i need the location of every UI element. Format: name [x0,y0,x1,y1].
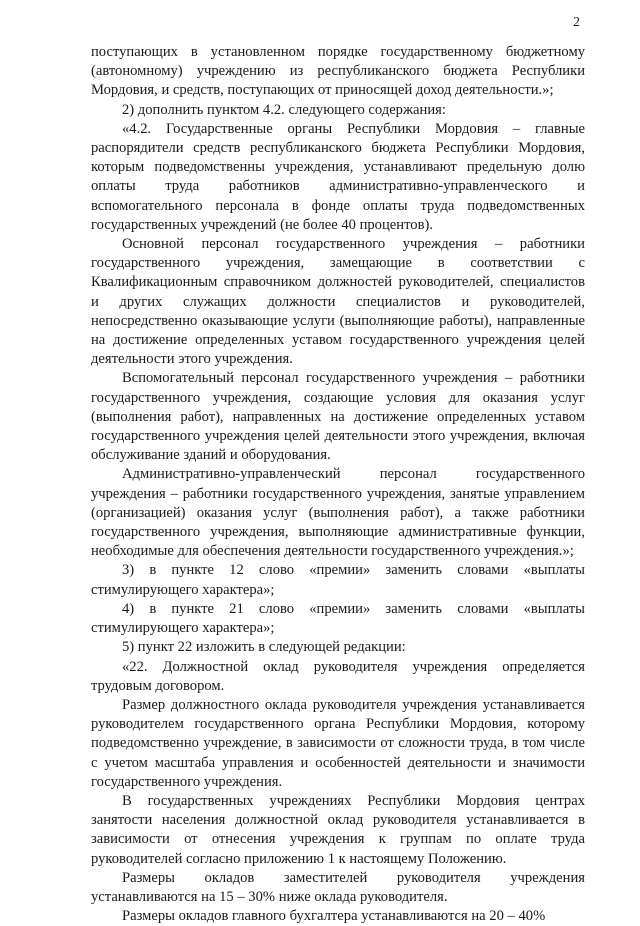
paragraph-item-4: 4) в пункте 21 слово «премии» заменить словами «выплаты стимулирующего характера»; [91,600,585,637]
paragraph-clause-22: «22. Должностной оклад руководителя учреждения определяется трудовым договором. [91,658,585,694]
paragraph-clause-4-2: «4.2. Государственные органы Республики Мордовия – главные распорядители средств республиканского бюджета Республики Мордовия, которым подведомственны учреждения, устанавливают предельную долю оплаты труда работников административно-управленческого и вспомогательного персонала в фонде оплаты труда подведомственных государственных учреждений (не более 40 процентов). [91,120,585,233]
paragraph-item-5: 5) пункт 22 изложить в следующей редакции: [122,639,406,656]
paragraph-item-2: 2) дополнить пунктом 4.2. следующего содержания: [122,101,446,118]
paragraph-continuation: поступающих в установленном порядке государственному бюджетному (автономному) учреждению из республиканского бюджета Республики Мордовия, и средств, поступающих от приносящей доход деятельности.»; [91,44,585,99]
paragraph-support-staff: Вспомогательный персонал государственного учреждения – работники государственного учреждения, создающие условия для оказания услуг (выполнения работ), направленных на достижение определенных уставом государственного учреждения целей деятельности этого учреждения, включая обслуживание зданий и оборудования. [91,370,585,464]
paragraph-director-salary: Размер должностного оклада руководителя учреждения устанавливается руководителем государственного органа Республики Мордовия, которому подведомственно учреждение, в зависимости от сложности труда, в том числе с учетом масштаба управления и особенностей деятельности и значимости государственного учреждения. [91,696,585,790]
page-number: 2 [573,15,580,30]
paragraph-employment-centers: В государственных учреждениях Республики Мордовия центрах занятости населения должностной оклад руководителя устанавливается в зависимости от отнесения учреждения к группам по оплате труда руководителей согласно приложению 1 к настоящему Положению. [91,792,585,867]
document-body [91,43,585,926]
paragraph-chief-accountant-salary: Размеры окладов главного бухгалтера устанавливаются на 20 – 40% [122,908,546,925]
paragraph-deputy-salary: Размеры окладов заместителей руководителя учреждения устанавливаются на 15 – 30% ниже оклада руководителя. [91,869,585,905]
paragraph-admin-staff: Административно-управленческий персонал государственного учреждения – работники государственного учреждения, занятые управлением (организацией) оказания услуг (выполнения работ), а также работники государственного учреждения, выполняющие административные функции, необходимые для обеспечения деятельности государственного учреждения.»; [91,466,585,560]
paragraph-main-staff: Основной персонал государственного учреждения – работники государственного учреждения, замещающие в соответствии с Квалификационным справочником должностей руководителей, специалистов и других служащих должности специалистов и руководителей, непосредственно оказывающие услуги (выполняющие работы), направленные на достижение определенных уставом государственного учреждения целей деятельности этого учреждения. [91,236,585,368]
paragraph-item-3: 3) в пункте 12 слово «премии» заменить словами «выплаты стимулирующего характера»; [91,562,585,598]
